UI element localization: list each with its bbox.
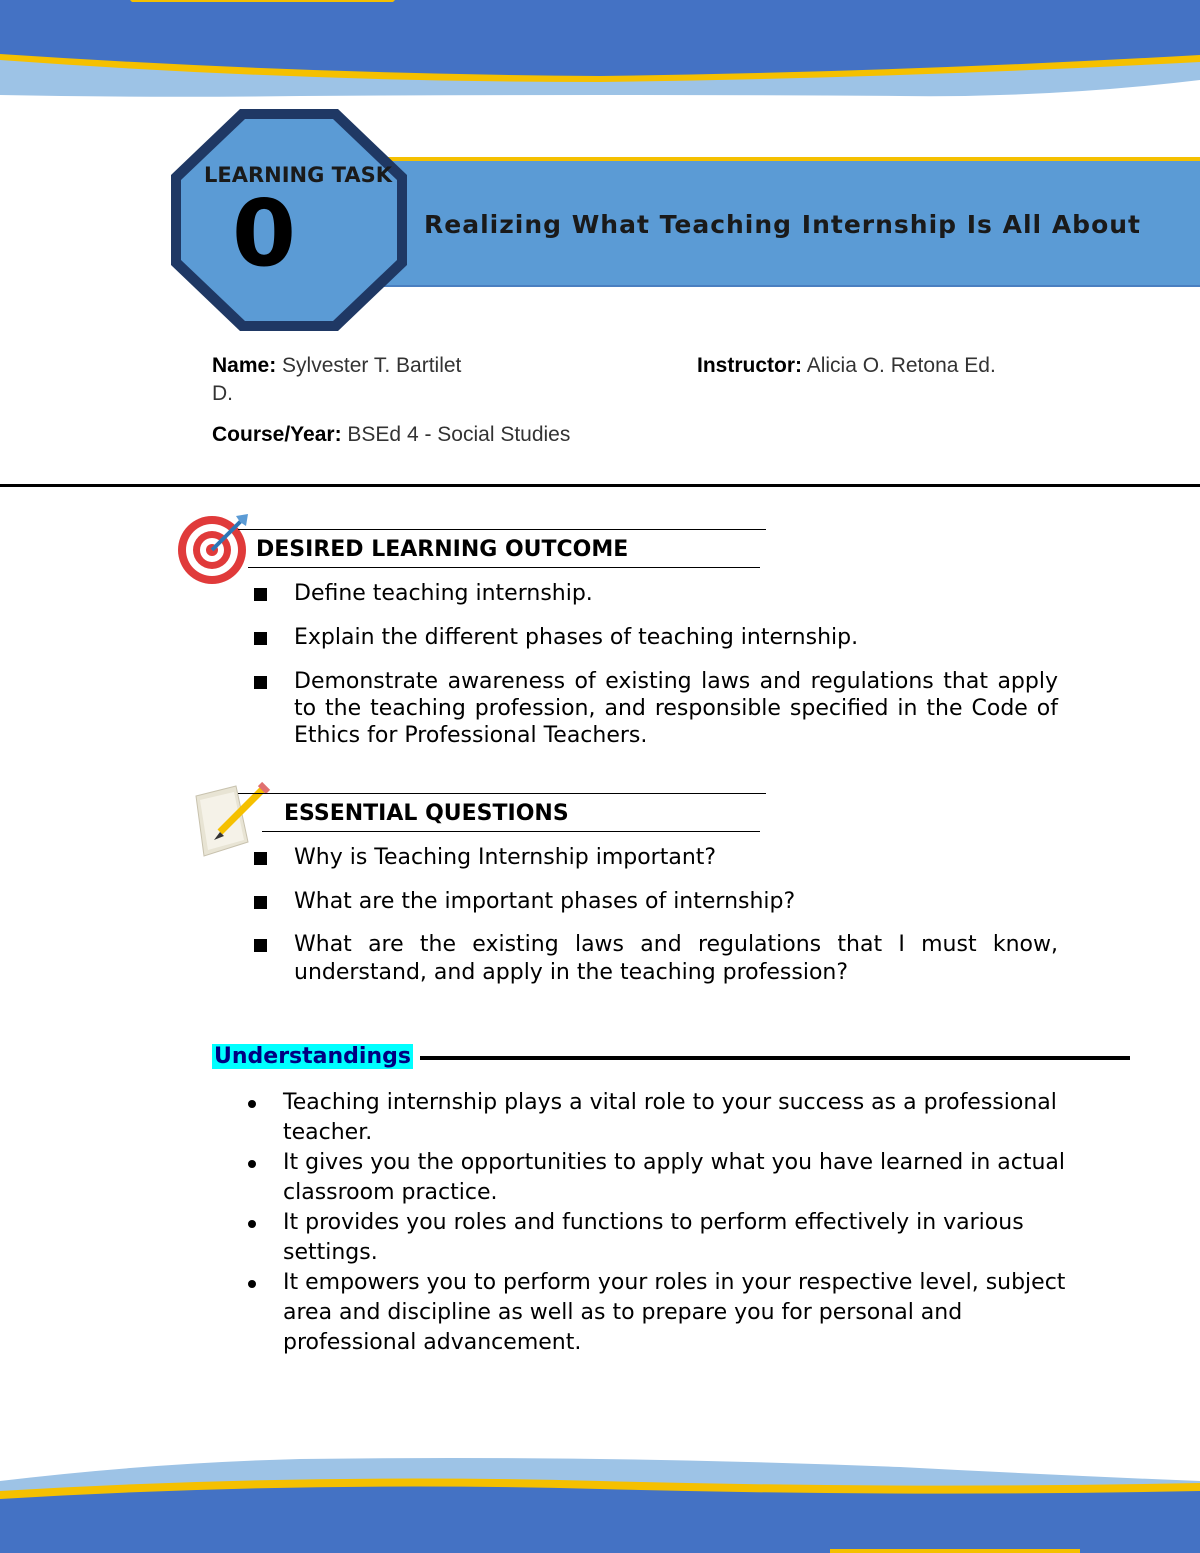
section-divider xyxy=(0,484,1200,487)
questions-top-line xyxy=(238,793,766,794)
list-item: It empowers you to perform your roles in your respective level, subject area and discipline as well as to prepare you for personal and professional advancement. xyxy=(240,1268,1070,1358)
instructor-value-continued: D. xyxy=(212,382,233,405)
learning-task-number: 0 xyxy=(232,180,297,287)
name-line xyxy=(212,354,461,378)
understandings-list xyxy=(240,1088,1070,1358)
outcome-bottom-line xyxy=(248,567,760,568)
essential-questions-list xyxy=(252,844,1058,987)
understandings-rule xyxy=(420,1056,1130,1060)
list-item: It provides you roles and functions to perform effectively in various settings. xyxy=(240,1208,1070,1268)
list-item: What are the important phases of internship? xyxy=(252,888,1058,916)
course-value: BSEd 4 - Social Studies xyxy=(347,423,571,446)
outcome-top-line xyxy=(238,529,766,530)
course-line xyxy=(212,423,570,447)
list-item: Demonstrate awareness of existing laws and regulations that apply to the teaching profession, and responsible specified in the Code of Ethics for Professional Teachers. xyxy=(252,668,1058,749)
learning-task-label: LEARNING TASK xyxy=(204,163,393,187)
instructor-value: Alicia O. Retona Ed. xyxy=(806,354,996,377)
questions-bottom-line xyxy=(262,831,760,832)
list-item: It gives you the opportunities to apply what you have learned in actual classroom practice. xyxy=(240,1148,1070,1208)
instructor-line xyxy=(697,354,996,378)
name-label: Name: xyxy=(212,354,277,377)
essential-questions-heading: ESSENTIAL QUESTIONS xyxy=(284,801,569,826)
top-wave-banner xyxy=(0,0,1200,110)
name-value: Sylvester T. Bartilet xyxy=(282,354,462,377)
list-item: Teaching internship plays a vital role to your success as a professional teacher. xyxy=(240,1088,1070,1148)
target-icon xyxy=(176,512,252,586)
desired-outcome-heading: DESIRED LEARNING OUTCOME xyxy=(256,537,629,562)
course-label: Course/Year: xyxy=(212,423,342,446)
desired-outcome-list xyxy=(252,580,1058,749)
understandings-heading: Understandings xyxy=(214,1044,411,1069)
list-item: Explain the different phases of teaching internship. xyxy=(252,624,1058,651)
list-item: Why is Teaching Internship important? xyxy=(252,844,1058,872)
bottom-wave-banner xyxy=(0,1453,1200,1553)
list-item: What are the existing laws and regulations that I must know, understand, and apply in the teaching profession? xyxy=(252,931,1058,987)
instructor-label: Instructor: xyxy=(697,354,802,377)
list-item: Define teaching internship. xyxy=(252,580,1058,607)
page-title: Realizing What Teaching Internship Is All About xyxy=(424,210,1141,239)
